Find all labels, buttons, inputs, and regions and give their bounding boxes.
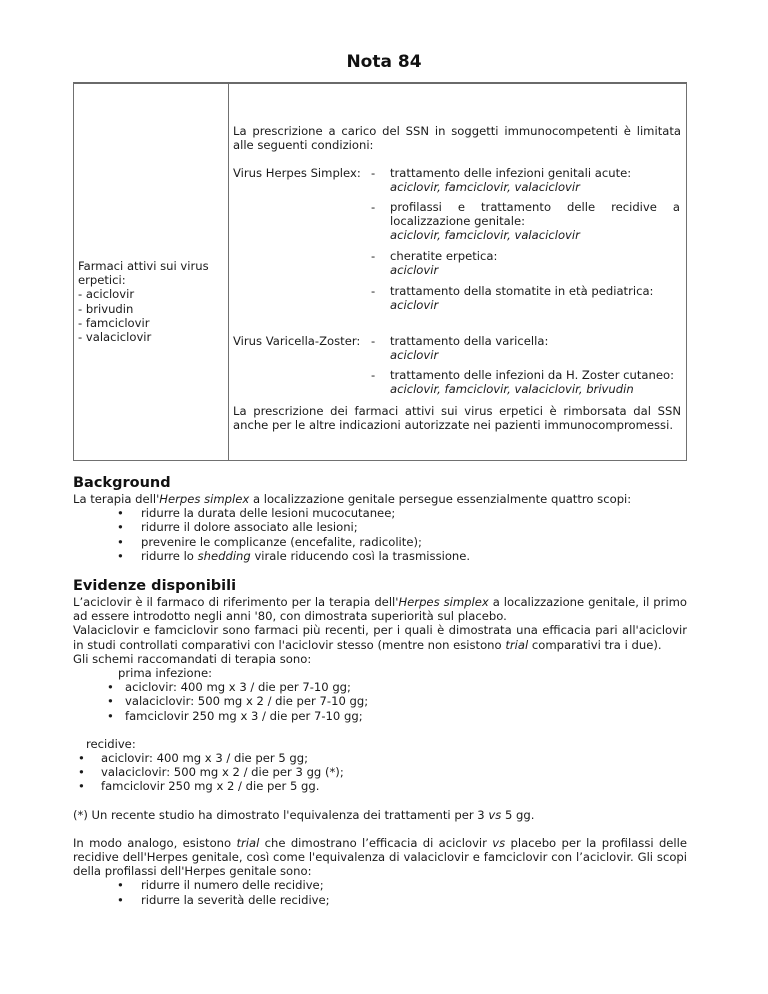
background-intro: La terapia dell'Herpes simplex a localizzazione genitale persegue essenzialmente quattro scopi: — [73, 492, 632, 506]
evidenze-paragraph-1: L’aciclovir è il farmaco di riferimento per la terapia dell'Herpes simplex a localizzazione genitale, il primo ad essere introdotto negli anni '80, con dimostrata superiorità sul placebo. — [73, 595, 688, 624]
prima-infezione-label: prima infezione: — [118, 666, 213, 681]
background-section — [73, 475, 687, 563]
drug-item: - valaciclovir — [78, 330, 152, 345]
dash-marker: - — [371, 368, 376, 382]
condition-text: trattamento della varicella: — [390, 334, 549, 348]
table-intro: La prescrizione a carico del SSN in soggetti immunocompetenti è limitata alle seguenti condizioni: — [233, 124, 681, 153]
dash-marker: - — [371, 200, 376, 214]
dash-marker: - — [371, 334, 376, 348]
bullet-icon: • — [117, 892, 124, 907]
list-item: • ridurre il numero delle recidive; — [117, 878, 324, 893]
list-item: • valaciclovir: 500 mg x 2 / die per 3 gg (*); — [78, 765, 344, 780]
drug-item: - famciclovir — [78, 315, 150, 330]
list-item: • ridurre la durata delle lesioni mucocutanee; — [117, 506, 396, 521]
recidive-list — [73, 751, 687, 794]
condition-text: profilassi e trattamento delle recidive a localizzazione genitale: — [390, 200, 680, 229]
condition-text: trattamento delle infezioni da H. Zoster cutaneo: — [390, 368, 674, 382]
drug-item: - brivudin — [78, 301, 134, 316]
condition-drugs: aciclovir — [390, 263, 439, 278]
footnote: (*) Un recente studio ha dimostrato l'equivalenza dei trattamenti per 3 vs 5 gg. — [73, 807, 535, 822]
bullet-icon: • — [117, 534, 124, 549]
dash-marker: - — [371, 166, 376, 180]
virus-label: Virus Varicella-Zoster: — [233, 334, 361, 348]
bullet-icon: • — [107, 694, 114, 709]
list-item: • famciclovir 250 mg x 2 / die per 5 gg. — [78, 779, 320, 794]
list-item: • famciclovir 250 mg x 3 / die per 7-10 gg; — [107, 708, 363, 723]
list-item: • ridurre lo shedding virale riducendo così la trasmissione. — [117, 548, 471, 563]
condition-text: cheratite erpetica: — [390, 249, 498, 263]
condition-drugs: aciclovir, famciclovir, valaciclovir — [390, 228, 580, 243]
virus-label: Virus Herpes Simplex: — [233, 166, 361, 180]
evidenze-paragraph-4: In modo analogo, esistono trial che dimostrano l’efficacia di aciclovir vs placebo per la profilassi delle recidive dell'Herpes genitale, così come l'equivalenza di valaciclovir e famciclovir con l’aciclovir. Gli scopi della profilassi dell'Herpes genitale sono: — [73, 835, 688, 879]
list-item: • aciclovir: 400 mg x 3 / die per 5 gg; — [78, 751, 309, 766]
dash-marker: - — [371, 249, 376, 263]
bullet-icon: • — [107, 680, 114, 695]
left-cell-heading-line1: Farmaci attivi sui virus — [78, 259, 209, 273]
background-heading: Background — [73, 475, 171, 491]
list-item: • prevenire le complicanze (encefalite, radicolite); — [117, 534, 422, 549]
drug-item: - aciclovir — [78, 287, 135, 302]
evidenze-paragraph-3: Gli schemi raccomandati di terapia sono: — [73, 651, 312, 666]
list-item: • ridurre il dolore associato alle lesioni; — [117, 520, 358, 535]
condition-text: trattamento delle infezioni genitali acute: — [390, 166, 632, 180]
list-item: • aciclovir: 400 mg x 3 / die per 7-10 gg; — [107, 680, 351, 695]
evidenze-heading: Evidenze disponibili — [73, 578, 237, 594]
list-item: • ridurre la severità delle recidive; — [117, 892, 330, 907]
evidenze-section — [73, 578, 687, 907]
bullet-icon: • — [117, 878, 124, 893]
bullet-icon: • — [107, 708, 114, 723]
table-outro: La prescrizione dei farmaci attivi sui virus erpetici è rimborsata dal SSN anche per le altre indicazioni autorizzate nei pazienti immunocompromessi. — [233, 404, 681, 433]
nota-table — [73, 82, 687, 461]
condition-drugs: aciclovir, famciclovir, valaciclovir, brivudin — [390, 382, 634, 397]
bullet-icon: • — [117, 520, 124, 535]
recidive-label: recidive: — [86, 736, 136, 751]
bullet-icon: • — [117, 506, 124, 521]
table-left-cell — [78, 259, 226, 344]
prima-infezione-list — [73, 680, 687, 723]
profilassi-goals-list — [73, 878, 687, 906]
condition-drugs: aciclovir — [390, 348, 439, 363]
bullet-icon: • — [78, 765, 85, 780]
evidenze-paragraph-2: Valaciclovir e famciclovir sono farmaci più recenti, per i quali è dimostrata una efficacia pari all'aciclovir in studi controllati comparativi con l'aciclovir stesso (mentre non esistono trial comparativi tra i due). — [73, 623, 687, 652]
bullet-icon: • — [78, 779, 85, 794]
condition-text: trattamento della stomatite in età pediatrica: — [390, 284, 654, 298]
condition-drugs: aciclovir, famciclovir, valaciclovir — [390, 180, 580, 195]
list-item: • valaciclovir: 500 mg x 2 / die per 7-10 gg; — [107, 694, 369, 709]
background-goals-list — [73, 506, 687, 563]
table-column-divider — [228, 84, 229, 460]
page-title: Nota 84 — [346, 52, 422, 72]
condition-drugs: aciclovir — [390, 298, 439, 313]
bullet-icon: • — [78, 751, 85, 766]
left-cell-heading-line2: erpetici: — [78, 273, 126, 288]
dash-marker: - — [371, 284, 376, 298]
bullet-icon: • — [117, 548, 124, 563]
